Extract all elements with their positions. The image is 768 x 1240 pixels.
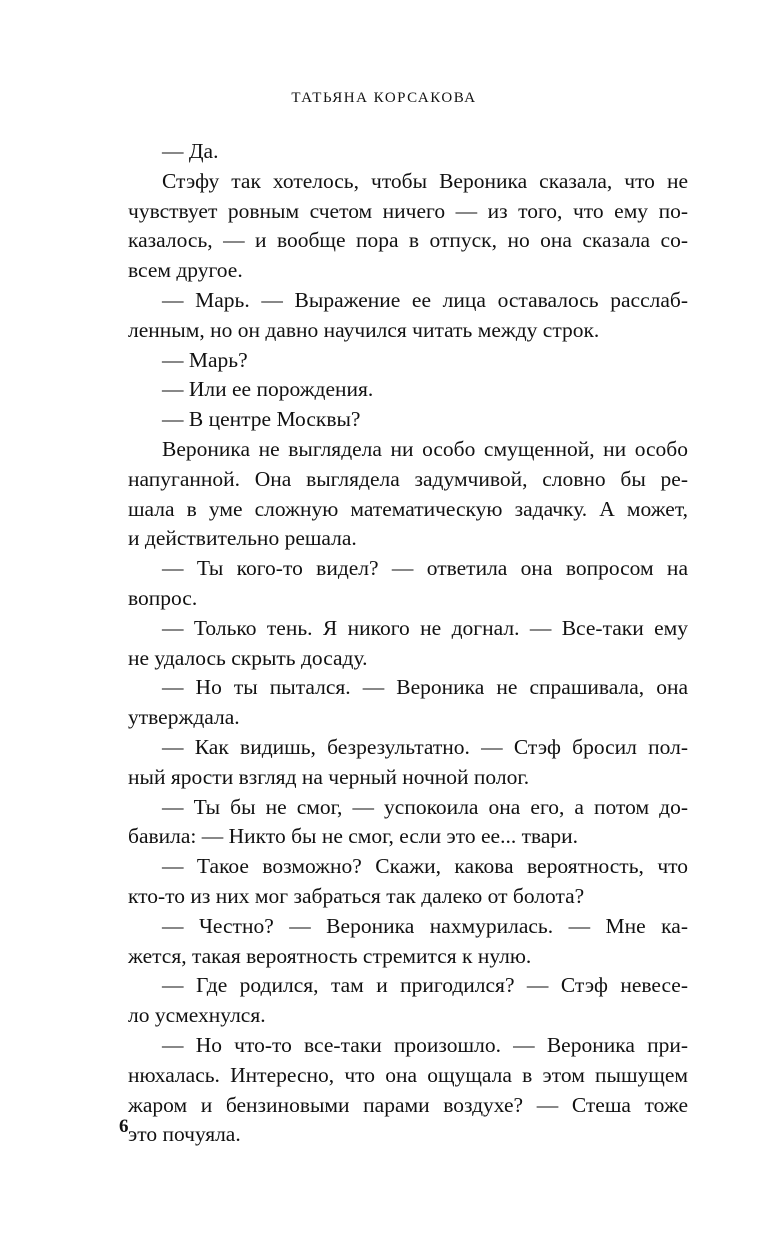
text-line: чувствует ровным счетом ничего — из того, что ему по- [128, 198, 688, 223]
text-line: жется, такая вероятность стремится к нулю. [128, 943, 532, 968]
text-line: нюхалась. Интересно, что она ощущала в этом пышущем [128, 1062, 688, 1087]
text-line: шала в уме сложную математическую задачку. А может, [128, 496, 688, 521]
text-line: — Ты бы не смог, — успокоила она его, а потом до- [162, 794, 688, 819]
text-line: — Только тень. Я никого не догнал. — Все-таки ему [162, 615, 688, 640]
text-line: и действительно решала. [128, 526, 357, 551]
text-line: — Где родился, там и пригодился? — Стэф невесе- [162, 973, 688, 998]
text-line: — Да. [162, 139, 219, 163]
running-header: ТАТЬЯНА КОРСАКОВА [291, 90, 477, 106]
text-line: это почуяла. [128, 1122, 241, 1147]
text-line: Вероника не выглядела ни особо смущенной, ни особо [162, 436, 688, 461]
text-line: всем другое. [128, 258, 243, 283]
text-line: бавила: — Никто бы не смог, если это ее... твари. [128, 824, 579, 849]
text-line: — Честно? — Вероника нахмурилась. — Мне ка- [162, 913, 688, 938]
text-line: — В центре Москвы? [162, 407, 361, 432]
text-line: казалось, — и вообще пора в отпуск, но она сказала со- [128, 228, 688, 253]
text-body [128, 137, 688, 1150]
text-line: не удалось скрыть досаду. [128, 645, 368, 670]
text-line: — Или ее порождения. [162, 377, 374, 402]
text-line: — Такое возможно? Скажи, какова вероятность, что [162, 854, 688, 879]
text-line: — Но что-то все-таки произошло. — Вероника при- [162, 1032, 688, 1057]
text-line: ленным, но он давно научился читать между строк. [128, 317, 600, 342]
text-line: ный ярости взгляд на черный ночной полог. [128, 764, 530, 789]
text-line: Стэфу так хотелось, чтобы Вероника сказала, что не [162, 168, 688, 193]
text-line: — Но ты пытался. — Вероника не спрашивала, она [162, 675, 688, 700]
text-line: жаром и бензиновыми парами воздухе? — Стеша тоже [128, 1092, 688, 1117]
text-line: — Марь? [162, 347, 248, 372]
page-number: 6 [119, 1116, 129, 1137]
text-line: — Ты кого-то видел? — ответила она вопросом на [162, 556, 688, 581]
text-line: — Марь. — Выражение ее лица оставалось расслаб- [162, 287, 688, 312]
text-line: — Как видишь, безрезультатно. — Стэф бросил пол- [162, 734, 688, 759]
text-line: ло усмехнулся. [128, 1003, 266, 1028]
text-line: кто-то из них мог забраться так далеко от болота? [128, 883, 585, 908]
text-line: вопрос. [128, 585, 198, 610]
text-line: утверждала. [128, 705, 240, 730]
text-line: напуганной. Она выглядела задумчивой, словно бы ре- [128, 466, 688, 491]
